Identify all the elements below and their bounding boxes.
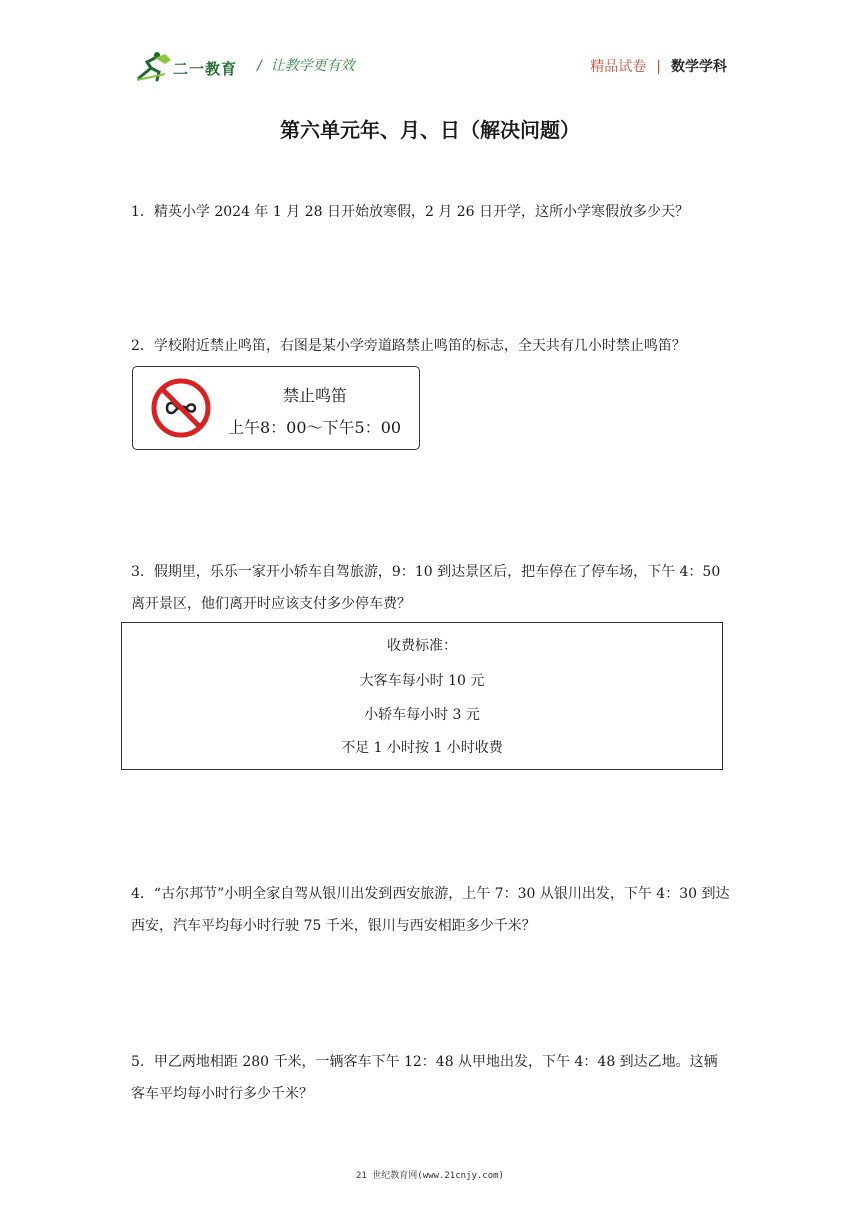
no-horn-sign [132,366,420,450]
question-3: 3．假期里，乐乐一家开小轿车自驾旅游，9：10 到达景区后，把车停在了停车场，下午 4：50 离开景区，他们离开时应该支付多少停车费？ [131,564,721,612]
header-separator: | [656,59,661,75]
page-title: 第六单元年、月、日（解决问题） [280,118,580,142]
no-horn-icon [151,378,211,438]
question-4: 4．“古尔邦节”小明全家自驾从银川出发到西安旅游，上午 7：30 从银川出发，下午 4：30 到达西安，汽车平均每小时行驶 75 千米，银川与西安相距多少千米？ [131,886,730,934]
runner-logo-icon [135,50,175,82]
header-label-premium: 精品试卷 [590,59,647,75]
question-2: 2．学校附近禁止鸣笛，右图是某小学旁道路禁止鸣笛的标志，全天共有几小时禁止鸣笛？ [131,338,686,354]
logo [135,50,245,82]
fee-standard-box [121,622,723,770]
page-footer: 21 世纪教育网(www.21cnjy.com) [356,1171,504,1181]
header-right [590,56,727,76]
question-1: 1．精英小学 2024 年 1 月 28 日开始放寒假，2 月 26 日开学，这所小学寒假放多少天？ [131,204,690,220]
fee-heading: 收费标准： [387,638,457,654]
fee-line-bus: 大客车每小时 10 元 [359,673,485,689]
logo-text: 二一教育 [173,60,238,78]
fee-line-car: 小轿车每小时 3 元 [364,707,480,723]
header-label-subject: 数学学科 [671,59,727,75]
slogan: / 让教学更有效 [257,58,355,74]
sign-time: 上午8：00～下午5：00 [228,418,402,437]
page-header [135,46,727,86]
question-5: 5．甲乙两地相距 280 千米，一辆客车下午 12：48 从甲地出发，下午 4：48 到达乙地。这辆客车平均每小时行多少千米？ [131,1054,718,1102]
sign-title: 禁止鸣笛 [283,386,348,405]
fee-line-rule: 不足 1 小时按 1 小时收费 [341,740,503,756]
